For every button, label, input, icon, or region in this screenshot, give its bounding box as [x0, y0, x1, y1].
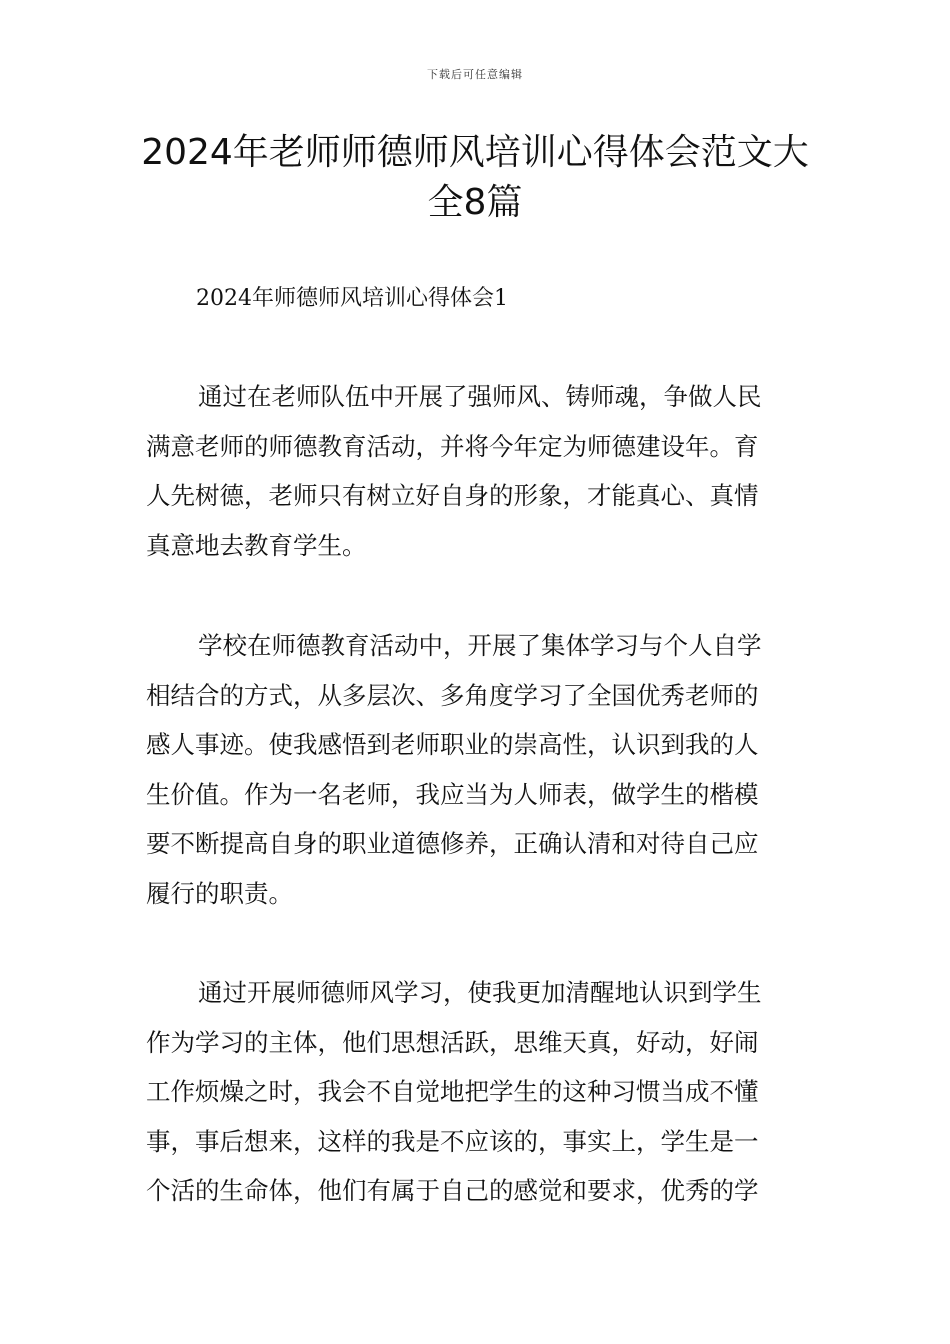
paragraph-line: 生价值。作为一名老师，我应当为人师表，做学生的楷模 — [146, 779, 759, 809]
section-heading: 2024年师德师风培训心得体会1 — [196, 286, 508, 311]
paragraph-line: 通过开展师德师风学习，使我更加清醒地认识到学生 — [198, 978, 762, 1007]
paragraph-line: 工作烦燥之时，我会不自觉地把学生的这种习惯当成不懂 — [146, 1077, 759, 1107]
paragraph-3 — [146, 968, 806, 1216]
paragraph-line: 通过在老师队伍中开展了强师风、铸师魂，争做人民 — [198, 382, 762, 411]
paragraph-line: 事，事后想来，这样的我是不应该的，事实上，学生是一 — [146, 1126, 759, 1156]
paragraph-line: 履行的职责。 — [146, 878, 293, 908]
paragraph-2 — [146, 621, 806, 919]
paragraph-line: 真意地去教育学生。 — [146, 530, 367, 560]
paragraph-line: 要不断提高自身的职业道德修养，正确认清和对待自己应 — [146, 829, 759, 859]
document-title — [130, 128, 820, 228]
paragraph-line: 作为学习的主体，他们思想活跃，思维天真，好动，好闹 — [146, 1027, 759, 1057]
paragraph-line: 满意老师的师德教育活动，并将今年定为师德建设年。育 — [146, 431, 759, 461]
header-note: 下载后可任意编辑 — [427, 68, 523, 81]
paragraph-line: 感人事迹。使我感悟到老师职业的崇高性，认识到我的人 — [146, 730, 759, 760]
title-line-2: 全8篇 — [427, 182, 523, 223]
paragraph-1 — [146, 372, 806, 570]
paragraph-line: 相结合的方式，从多层次、多角度学习了全国优秀老师的 — [146, 680, 759, 710]
paragraph-line: 学校在师德教育活动中，开展了集体学习与个人自学 — [198, 631, 762, 660]
paragraph-line: 人先树德，老师只有树立好自身的形象，才能真心、真情 — [146, 481, 759, 511]
title-line-1: 2024年老师师德师风培训心得体会范文大 — [141, 132, 809, 173]
paragraph-line: 个活的生命体，他们有属于自己的感觉和要求，优秀的学 — [146, 1176, 759, 1206]
